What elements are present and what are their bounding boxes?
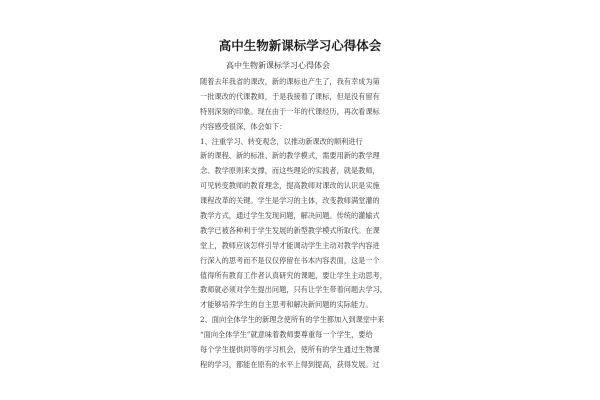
document-subtitle: 高中生物新课标学习心得体会	[226, 61, 330, 70]
body-line: “面向全体学生”就意味着教师要尊重每一个学生，要给	[200, 330, 373, 340]
body-line: 可见转变教师的教育理念，提高教师对课改的认识是实施	[200, 181, 380, 191]
body-line: 随着去年我省的课改，新的课标也产生了，我有幸成为第	[200, 77, 380, 86]
body-line: 一批课改的代课教师，于是我接着了课标，但是没有留有	[200, 91, 380, 101]
body-line: 才能够培养学生的自主思考和解决新问题的实际能力。	[200, 300, 373, 310]
body-line: 内容感受很深，体会如下：	[200, 121, 287, 131]
body-line: 1、注重学习、转变观念，以推动新课改的顺利进行	[200, 136, 363, 146]
body-line: 值得所有教育工作者认真研究的课题，要让学生主动思考，	[200, 270, 387, 280]
body-line: 堂上，教师应该怎样引导才能调动学生主动对教学内容进	[200, 240, 380, 250]
body-line: 特别深刻的印象。现在由于一年的代课经历，再次看课标	[200, 106, 380, 116]
body-line: 课程改革的关键。学生是学习的主体，改变教师满堂灌的	[200, 196, 380, 206]
body-line: 念、教学原则来支撑，而这些理论的实践者，就是教师，	[200, 166, 380, 176]
document-title: 高中生物新课标学习心得体会	[218, 38, 382, 53]
body-line: 2、面向全体学生的新理念使所有的学生都加入到课堂中来	[200, 315, 385, 325]
body-line: 行深入的思考而不是仅仅停留在书本内容表面，这是一个	[200, 255, 380, 265]
document-body	[200, 75, 405, 373]
body-line: 新的课程、新的标准、新的教学模式，需要用新的教学理	[200, 151, 380, 161]
body-line: 每个学生提供同等的学习机会，使所有的学生通过生物课	[200, 345, 380, 355]
body-line: 程的学习，都能在原有的水平上得到提高，获得发展。过	[200, 359, 380, 369]
body-line: 教学方式，通过学生发现问题，解决问题。传统的灌输式	[200, 211, 380, 221]
body-line: 教师就必须对学生提出问题，只有让学生带着问题去学习，	[200, 285, 387, 295]
body-line: 教学已被各种利于学生发展的新型教学模式所取代。在课	[200, 225, 380, 235]
